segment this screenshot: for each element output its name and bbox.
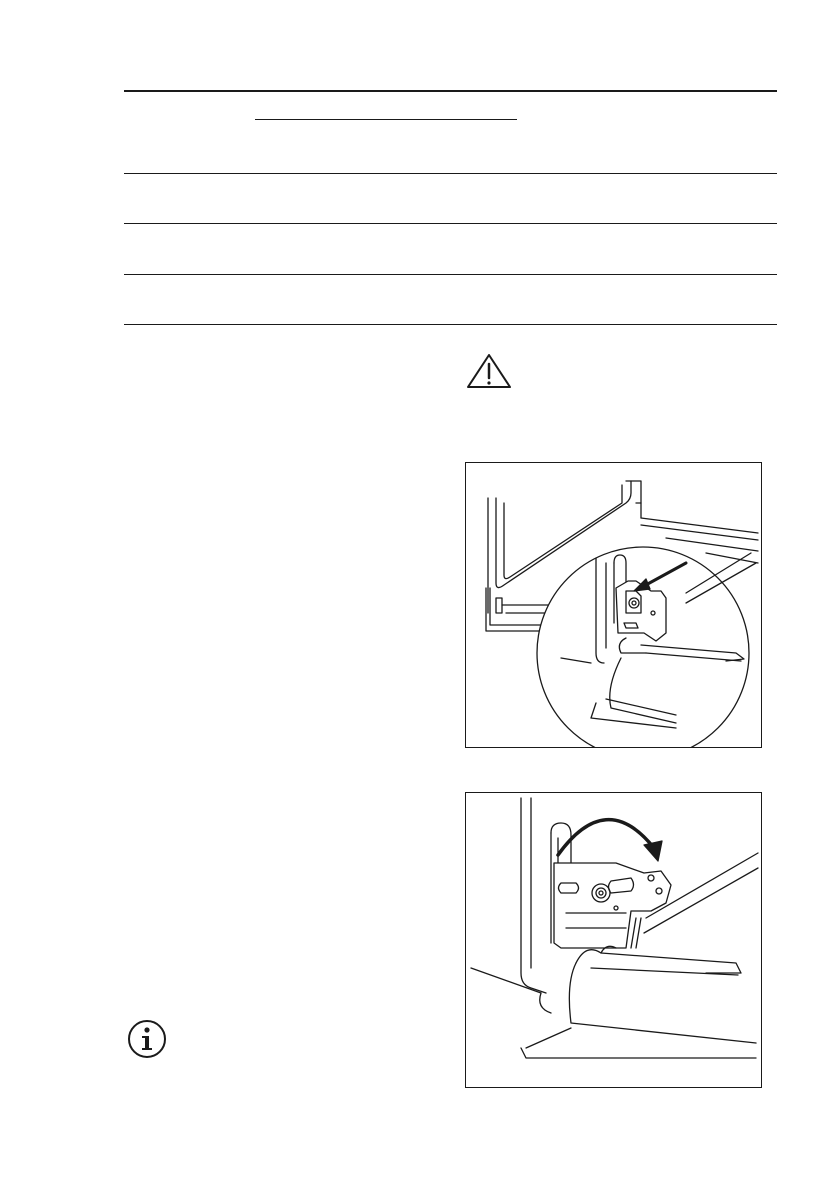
table-row-divider xyxy=(124,274,777,275)
figure-hinge-closeup xyxy=(465,462,762,748)
table-row-divider xyxy=(124,173,777,174)
table-row-divider xyxy=(124,223,777,224)
table-subheader-rule xyxy=(255,119,517,120)
figure-hinge-rotate xyxy=(465,792,762,1088)
table-top-rule xyxy=(124,90,777,92)
data-table xyxy=(124,90,777,325)
info-circle-icon xyxy=(127,1019,167,1059)
table-bottom-rule xyxy=(124,324,777,325)
warning-triangle-icon xyxy=(466,353,512,389)
